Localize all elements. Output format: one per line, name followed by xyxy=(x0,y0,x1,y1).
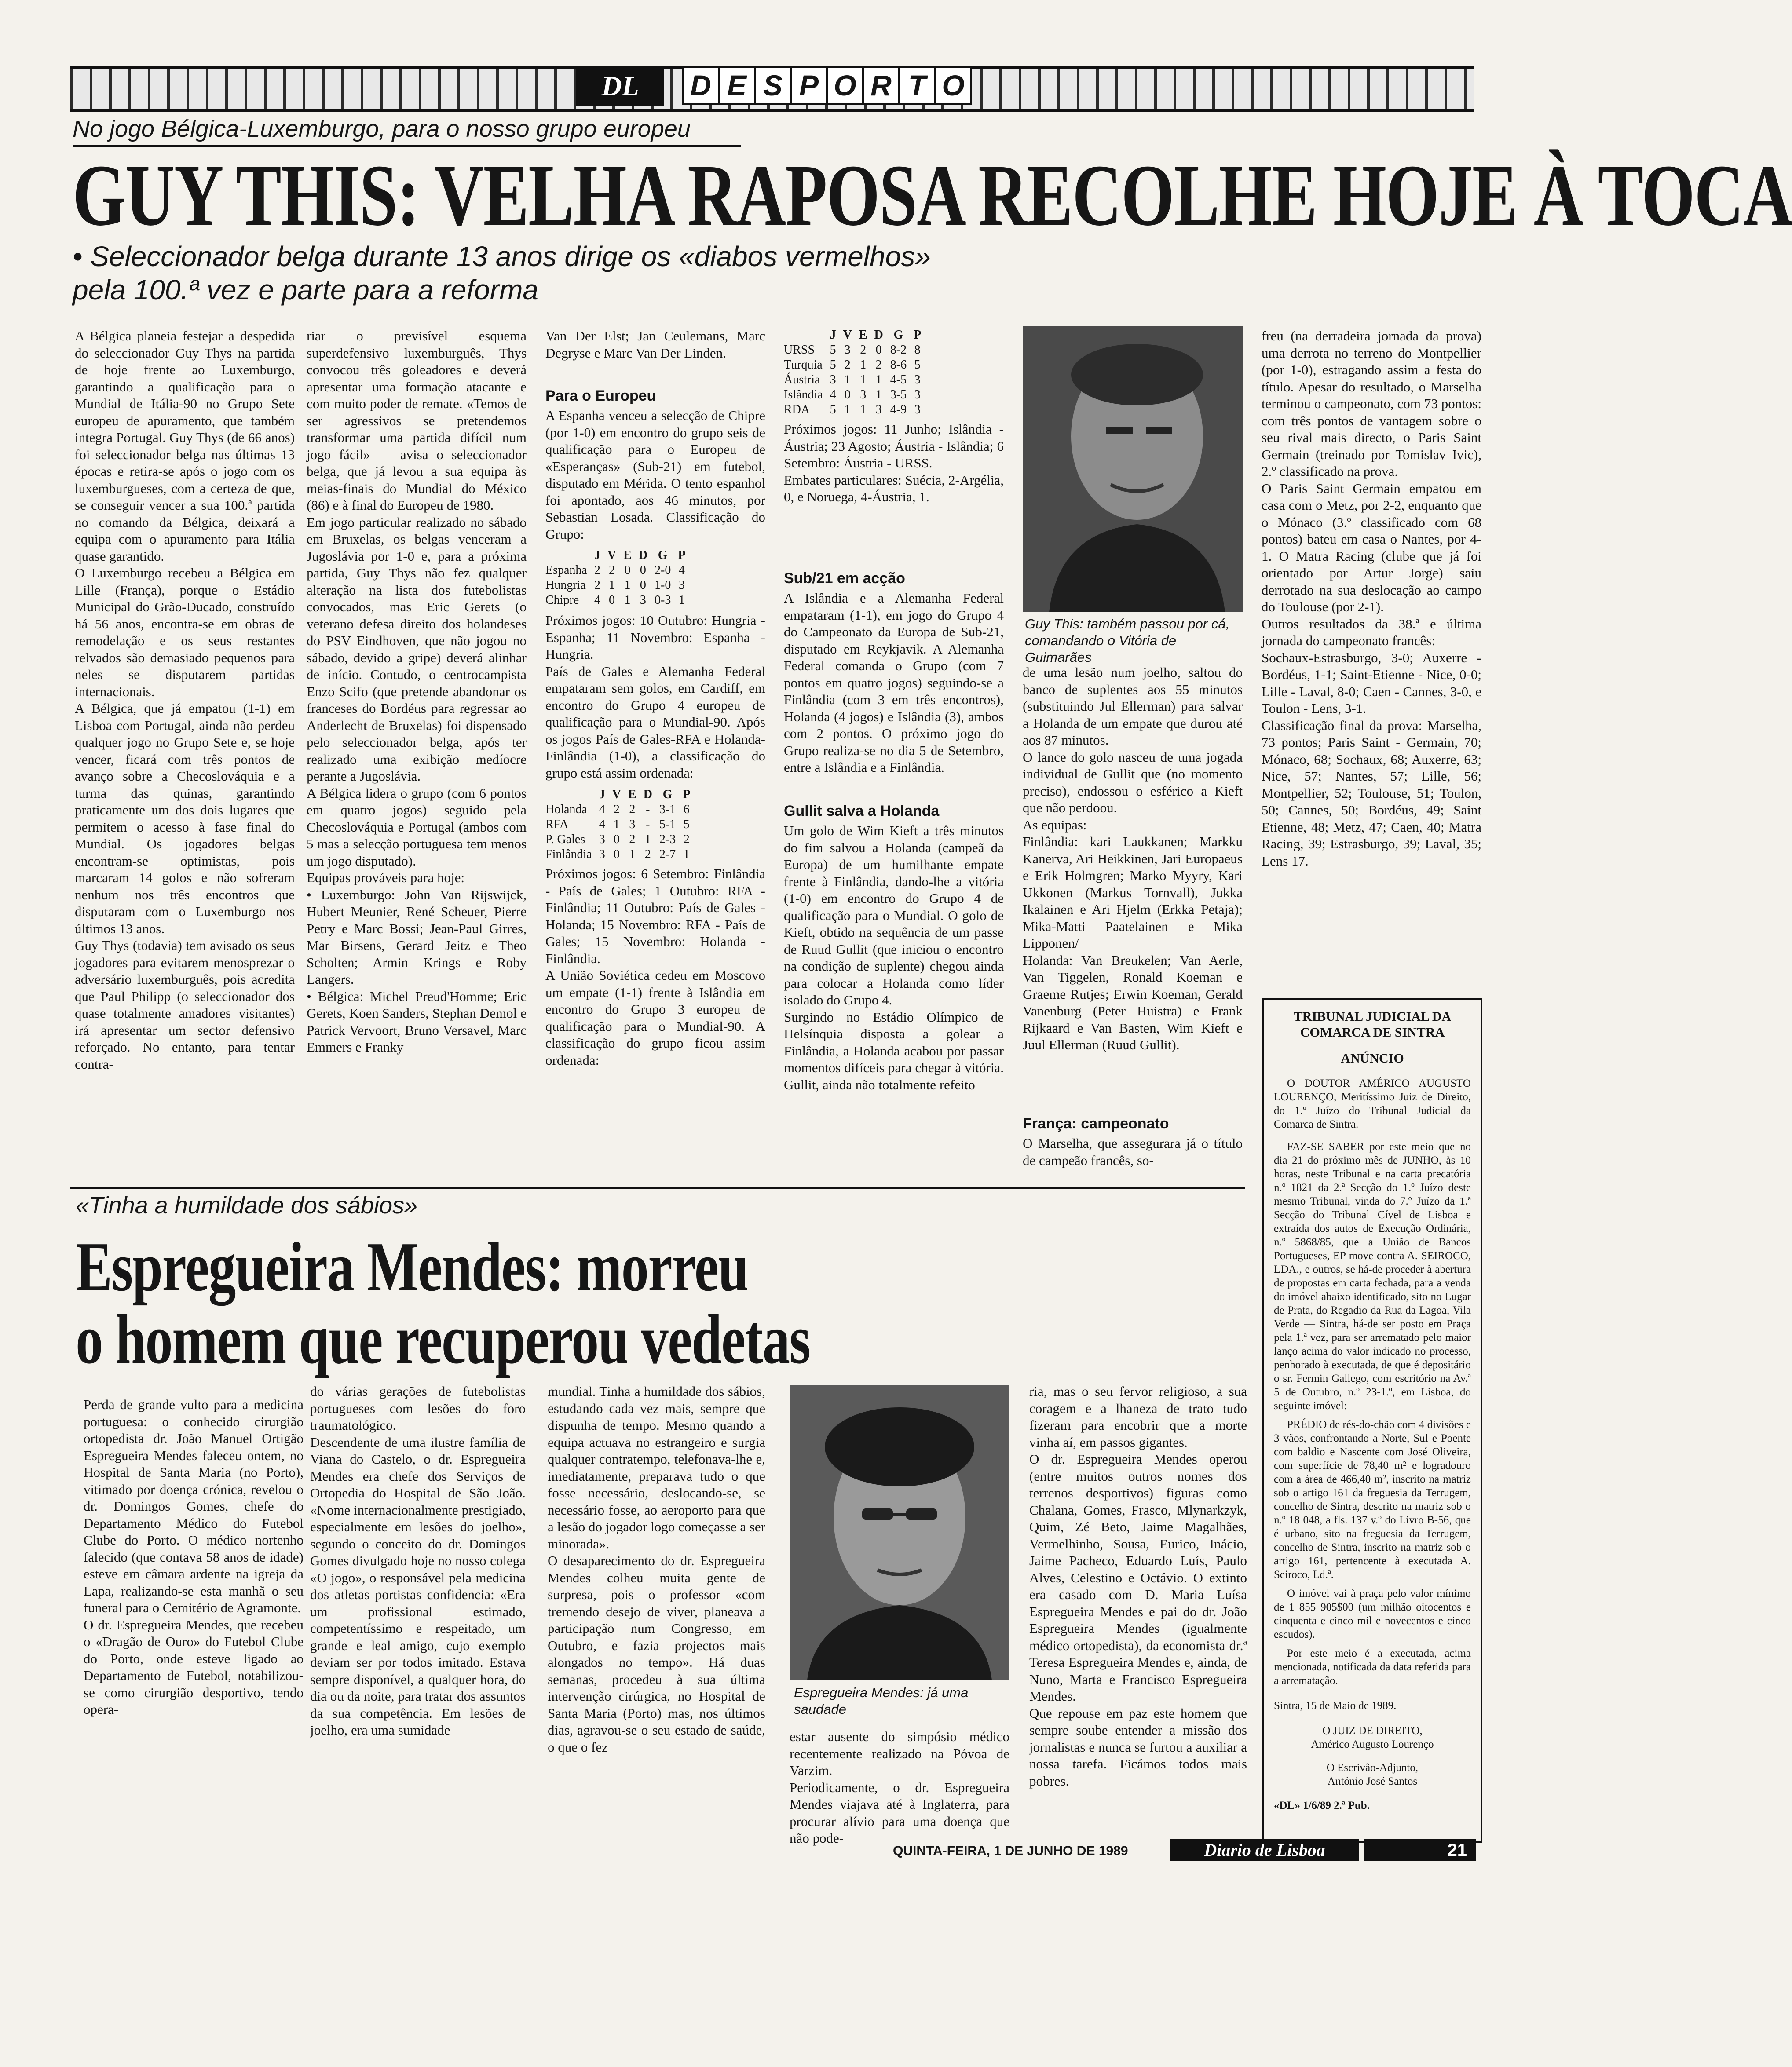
table-cell: 4 xyxy=(599,818,605,831)
table-cell: 0 xyxy=(844,388,851,402)
table-header: D xyxy=(643,788,652,801)
footer-date: QUINTA-FEIRA, 1 DE JUNHO DE 1989 xyxy=(893,1844,1128,1858)
notice-paragraph: Por este meio é a executada, acima mencionada, notificada da data referida para a arrematação. xyxy=(1274,1647,1471,1687)
table-cell: 8-6 xyxy=(890,358,907,372)
section-letter: P xyxy=(790,66,828,105)
table-cell: 1 xyxy=(875,388,882,402)
subhead-sub21: Sub/21 em acção xyxy=(784,570,905,587)
table-cell: 4 xyxy=(599,803,605,816)
table-cell: 0 xyxy=(875,343,882,357)
table-cell: 1 xyxy=(860,403,867,416)
story1-column-2: riar o previsível esquema superdefensivo luxemburguês, Thys convocou três goleadores e deverá apresentar uma formação atacante e com muito poder de remate. «Temos de ser agressivos se pretendemos transformar uma partida difícil num jogo fácil» — avisa o seleccionador belga, que já levou a sua equipa às meias-finais do Mundial do México (86) e à final do Europeu de 1980. Em jogo particular realizado no sábado em Bruxelas, os belgas venceram a Jugoslávia por 1-0 e, para a próxima partida, Guy Thys não fez qualquer alteração na lista dos futebolistas convocados, mas Eric Gerets (o veterano defesa direito dos holandeses do PSV Eindhoven, que não jogou no sábado, devido a gripe) deverá alinhar de início. Contudo, o centrocampista Enzo Scifo (que pretende abandonar os franceses do Bordéus para regressar ao Anderlecht de Bruxelas) foi dispensado pelo seleccionador belga, após ter realizado uma exibição medíocre perante a Jugoslávia. A Bélgica lidera o grupo (com 6 pontos em quatro jogos) seguido pela Checoslováquia e Portugal (ambos com 5 mas a selecção portuguesa tem menos um jogo disputado). Equipas prováveis para hoje: • Luxemburgo: John Van Rijswijck, Hubert Meunier, René Scheuer, Pierre Petry e Marc Bossi; Jean-Paul Girres, Mar Birsens, Gerard Jeitz e Theo Scholten; Armin Krings e Roby Langers. • Bélgica: Michel Preud'Homme; Eric Gerets, Koen Sanders, Stephan Demol e Patrick Vervoort, Bruno Versavel, Marc Emmers e Franky xyxy=(307,328,527,1055)
table-cell: 2 xyxy=(644,847,651,861)
table-header: J xyxy=(599,788,605,801)
table-cell: P. Gales xyxy=(545,833,585,846)
story2-column-5: ria, mas o seu fervor religioso, a sua coragem e a lhaneza de trato tudo fizeram para encobrir que a morte vinha aí, em passos gigantes. O dr. Espregueira Mendes operou (entre muitos outros nomes dos terrenos desportivos) figuras como Chalana, Gomes, Frasco, Mlynarkzyk, Quim, Zé Beto, Jaime Magalhães, Vermelhinho, Sousa, Eurico, Inácio, Jaime Pacheco, Eduardo Luís, Paulo Alves, Celestino e Octávio. O extinto era casado com D. Maria Luísa Espregueira Mendes e pai do dr. João Espregueira Mendes (igualmente médico ortopedista), da economista dr.ª Teresa Espregueira Mendes e, ainda, de Nuno, Marta e Francisco Espregueira Mendes. Que repouse em paz este homem que sempre soube entender a missão dos jornalistas e nunca se furtou a auxiliar a nossa tarefa. Ficámos todos mais pobres. xyxy=(1029,1384,1247,1789)
table-header: P xyxy=(914,328,922,342)
table-header: V xyxy=(607,548,617,562)
story1-headline: GUY THIS: VELHA RAPOSA RECOLHE HOJE À TOCA xyxy=(73,147,1792,244)
table-cell: 3 xyxy=(599,833,605,846)
section-letter: S xyxy=(754,66,792,105)
table-cell: 0 xyxy=(613,833,620,846)
notice-clerk-title: O Escrivão-Adjunto, xyxy=(1326,1762,1419,1774)
table-header: E xyxy=(623,548,632,562)
table-row xyxy=(784,402,925,417)
table-cell: 4 xyxy=(830,388,836,402)
table-header: J xyxy=(594,548,600,562)
table-cell: Turquia xyxy=(784,358,823,372)
table-header: V xyxy=(612,788,621,801)
table-cell: 8-2 xyxy=(890,343,907,357)
table-cell: 3-1 xyxy=(659,803,676,816)
section-title xyxy=(682,66,970,106)
table-cell: 1 xyxy=(844,403,851,416)
column-4-sub21-text: A Islândia e a Alemanha Federal empataram (1-1), em jogo do Grupo 4 do Campeonato da Europa de Sub-21, disputado em Reykjavik. A Alemanha Federal comanda o Grupo (com 7 pontos em quatro jogos) seguindo-se a Finlândia (com 3 em três encontros), Holanda (4 jogos) e Islândia (3), ambos com 2 pontos. O próximo jogo do Grupo realiza-se no dia 5 de Setembro, entre a Islândia e a Finlândia. xyxy=(784,590,1004,775)
table-cell: 2 xyxy=(608,563,615,577)
subhead-para-o-europeu: Para o Europeu xyxy=(545,387,656,404)
table-cell: 0 xyxy=(640,578,646,592)
table-header-row xyxy=(784,328,925,343)
table-cell: Hungria xyxy=(545,578,586,592)
table-cell: 0 xyxy=(613,847,620,861)
page-number: 21 xyxy=(1364,1839,1476,1861)
table-cell: 3 xyxy=(914,388,921,402)
table-header: G xyxy=(893,328,903,342)
story2-column-2: do várias gerações de futebolistas portugueses com lesões do foro traumatológico. Descendente de uma ilustre família de Viana do Castelo, o dr. Espregueira Mendes era chefe dos Serviços de Ortopedia do Hospital de São João. «Nome internacionalmente prestigiado, especialmente em lesões do joelho», segundo o conceito do dr. Domingos Gomes divulgado hoje no nosso colega «O jogo», o responsável pela medicina dos atletas portistas confidencia: «Era um profissional estimado, competentíssimo e respeitado, um grande e leal amigo, cujo exemplo deviam ser por todos imitado. Estava sempre disponível, a qualquer hora, do dia ou da noite, para tratar dos assuntos da sua competência. Em lesões de joelho, era uma sumidade xyxy=(310,1384,526,1738)
table-cell: 5 xyxy=(683,818,690,831)
table-cell: 5 xyxy=(914,358,921,372)
section-letter: O xyxy=(826,66,864,105)
table-cell: 3-5 xyxy=(890,388,907,402)
table-cell: - xyxy=(646,818,650,831)
table-cell: 2-3 xyxy=(659,833,676,846)
story1-column-1: A Bélgica planeia festejar a despedida do seleccionador Guy Thys na partida de hoje frente ao Luxemburgo, garantindo a qualificação para o Mundial de Itália-90 no Grupo Sete europeu de apuramento, que também integra Portugal. Guy Thys (de 66 anos) foi seleccionador belga nas últimas 13 épocas e retira-se após o jogo com os luxemburgueses, com a certeza de que, se conseguir vencer a sua 100.ª partida no comando da Bélgica, deixará a equipa com o apuramento para Itália quase garantido. O Luxemburgo recebeu a Bélgica em Lille (França), porque o Estádio Municipal do Grão-Ducado, construído há 56 anos, encontra-se em obras de remodelação e os seus restantes relvados são demasiado pequenos para neles se disputarem partidas internacionais. A Bélgica, que já empatou (1-1) em Lisboa com Portugal, ainda não perdeu qualquer jogo no Grupo Sete e, se hoje vencer, ficará com três pontos de avanço sobre a Checoslováquia e a turma das quinas, garantindo praticamente um dos dois lugares que permitem o acesso à fase final do Mundial. Os jogadores belgas encontram-se optimistas, pois marcaram 14 golos e não sofreram nenhum nos três encontros que disputaram com o Luxemburgo nos últimos 13 anos. Guy Thys (todavia) tem avisado os seus jogadores para evitarem menosprezar o adversário luxemburguês, pois acredita que Paul Philipp (o seleccionador dos quase totalmente amadores visitantes) irá apresentar um sector defensivo reforçado. No entanto, para tentar contra- xyxy=(75,328,295,1072)
table-cell: 2 xyxy=(629,803,636,816)
table-cell: - xyxy=(646,803,650,816)
portrait-illustration xyxy=(790,1385,1009,1680)
table-header: D xyxy=(874,328,883,342)
table-cell: 2 xyxy=(844,358,851,372)
column-3-intro: Van Der Elst; Jan Ceulemans, Marc Degryse e Marc Van Der Linden. xyxy=(545,328,765,361)
table-header: V xyxy=(843,328,852,342)
table-cell: 2-7 xyxy=(659,847,676,861)
table-cell: 1 xyxy=(613,818,620,831)
story2-headline-line1: Espregueira Mendes: morreu xyxy=(76,1227,748,1306)
table-row xyxy=(784,387,925,402)
table-cell: URSS xyxy=(784,343,815,357)
notice-paragraph: O DOUTOR AMÉRICO AUGUSTO LOURENÇO, Meritíssimo Juiz de Direito, do 1.º Juízo do Tribunal Judicial da Comarca de Sintra. xyxy=(1274,1077,1471,1130)
table-cell: RDA xyxy=(784,403,810,416)
table-cell: 2 xyxy=(875,358,882,372)
table-cell: 2 xyxy=(594,578,600,592)
table-cell: 3 xyxy=(914,373,921,387)
table-cell: 5 xyxy=(830,403,836,416)
story2-column-3: mundial. Tinha a humildade dos sábios, estudando cada vez mais, sempre que dispunha de tempo. Mesmo quando a equipa actuava no estrangeiro e surgia qualquer contratempo, telefonava-lhe e, imediatamente, preparava tudo o que fosse necessário, deslocando-se, se necessário fosse, ao aeroporto para que a lesão do jogador logo começasse a ser minorada». O desaparecimento do dr. Espregueira Mendes colheu muita gente de surpresa, pois o professor «com tremendo desejo de viver, planeava a participação num Congresso, em Outubro, e fazia projectos mais alongados no tempo». Há duas semanas, procedeu à sua última intervenção cirúrgica, no Hospital de Santa Maria (Porto) mas, nos últimos dias, agravou-se o seu estado de saúde, o que o fez xyxy=(548,1384,765,1755)
table-group3 xyxy=(784,328,925,417)
table-cell: 4 xyxy=(594,593,600,607)
column-5-franca-text: O Marselha, que assegurara já o título de campeão francês, so- xyxy=(1023,1136,1243,1168)
table-cell: 2 xyxy=(594,563,600,577)
table-cell: 2-0 xyxy=(655,563,671,577)
table-header: E xyxy=(628,788,636,801)
story1-column-3 xyxy=(545,328,765,1170)
column-5-text: de uma lesão num joelho, saltou do banco de suplentes aos 55 minutos (substituindo Jul Ellerman) para salvar a Holanda de um empate que durou até aos 87 minutos. O lance do golo nasceu de uma jogada individual de Gullit que (no momento preciso), endossou o esférico a Kieft que não perdoou. As equipas: Finlândia: kari Laukkanen; Markku Kanerva, Ari Heikkinen, Jari Europaeus e Erik Holmgren; Marko Myyry, Kari Ukkonen (Markus Tornvall), Jukka Ikalainen e Ari Hjelm (Erkka Petaja); Mika-Matti Paatelainen e Mika Lipponen/ Holanda: Van Breukelen; Van Aerle, Van Tiggelen, Ronald Koeman e Graeme Rutjes; Erwin Koeman, Gerald Vanenburg (Peter Huistra) e Frank Rijkaard e Van Basten, Wim Kieft e Juul Ellerman (Ruud Gullit). xyxy=(1023,665,1243,1052)
table-cell: 3 xyxy=(844,343,851,357)
table-cell: 3 xyxy=(629,818,636,831)
column-3-group4-text: Próximos jogos: 10 Outubro: Hungria - Espanha; 11 Novembro: Espanha - Hungria. País de Gales e Alemanha Federal empataram sem golos, em Cardiff, em encontro do Grupo 4 europeu de qualificação para o Mundial-90. Após os jogos País de Gales-RFA e Holanda-Finlândia (1-0), a classificação do grupo está assim ordenada: xyxy=(545,613,765,781)
table-cell: 8 xyxy=(914,343,921,357)
notice-paragraph: PRÉDIO de rés-do-chão com 4 divisões e 3 vãos, confrontando a Norte, Sul e Poente com baldio e Nascente com José Oliveira, com superfície de 78,40 m² e logradouro com a área de 466,40 m², inscrito na matriz sob o artigo 161 da freguesia da Terrugem, concelho de Sintra, descrito na matriz sob o n.º 18 048, a fls. 137 v.º do Livro B-56, que é urbano, sito na freguesia da Terrugem, concelho de Sintra, inscrito na matriz sob o artigo 161, pertencente à executada A. Seiroco, Ld.ª. xyxy=(1274,1419,1471,1581)
table-cell: 3 xyxy=(640,593,646,607)
table-cell: 2 xyxy=(613,803,620,816)
table-cell: 1 xyxy=(678,593,685,607)
table-cell: 3 xyxy=(599,847,605,861)
table-cell: Finlândia xyxy=(545,847,592,861)
table-cell: 1 xyxy=(629,847,636,861)
newspaper-logo: DL xyxy=(576,66,664,106)
table-header: G xyxy=(658,548,668,562)
section-letter: D xyxy=(682,66,720,105)
table-row xyxy=(545,563,689,578)
table-cell: 1 xyxy=(860,358,867,372)
table-cell: Holanda xyxy=(545,803,587,816)
table-cell: 1 xyxy=(644,833,651,846)
table-row xyxy=(545,578,689,593)
table-cell: 0 xyxy=(624,563,631,577)
table-header: P xyxy=(683,788,691,801)
table-cell: 1 xyxy=(860,373,867,387)
table-cell: 3 xyxy=(860,388,867,402)
table-row xyxy=(545,593,689,608)
table-cell: 3 xyxy=(830,373,836,387)
table-row xyxy=(545,832,694,847)
table-header-row xyxy=(545,787,694,802)
table-row xyxy=(784,372,925,387)
notice-judge-name: Américo Augusto Lourenço xyxy=(1311,1738,1434,1750)
column-3-spain-text: A Espanha venceu a selecção de Chipre (por 1-0) em encontro do grupo seis de qualificação para o Europeu de «Esperanças» (Sub-21) em futebol, disputado em Mérida. O tento espanhol foi apontado, aos 46 minutos, por Sebastian Losada. Classificação do Grupo: xyxy=(545,408,765,542)
notice-date: Sintra, 15 de Maio de 1989. xyxy=(1274,1700,1397,1712)
table-cell: Chipre xyxy=(545,593,579,607)
table-cell: RFA xyxy=(545,818,569,831)
table-cell: 0 xyxy=(640,563,646,577)
column-3-group3-text: Próximos jogos: 6 Setembro: Finlândia - País de Gales; 1 Outubro: RFA - Finlândia; 11 Outubro: País de Gales - Holanda; 15 Novembro: RFA - País de Gales; 15 Novembro: Holanda - Finlândia. A União Soviética cedeu em Moscovo um empate (1-1) frente à Islândia em encontro do Grupo 3 europeu de qualificação para o Mundial-90. A classificação do grupo ficou assim ordenada: xyxy=(545,866,765,1068)
notice-title: TRIBUNAL JUDICIAL DA COMARCA DE SINTRA xyxy=(1293,1009,1452,1040)
table-cell: 2 xyxy=(629,833,636,846)
table-header: D xyxy=(638,548,648,562)
subhead-franca: França: campeonato xyxy=(1023,1115,1169,1132)
story1-kicker: No jogo Bélgica-Luxemburgo, para o nosso grupo europeu xyxy=(73,116,691,142)
story2-kicker: «Tinha a humildade dos sábios» xyxy=(76,1192,418,1219)
portrait-illustration xyxy=(1023,326,1243,612)
table-header xyxy=(545,787,596,802)
story-divider xyxy=(70,1187,1245,1189)
table-header xyxy=(784,328,827,343)
table-group4 xyxy=(545,787,694,862)
photo-caption-espregueira: Espregueira Mendes: já uma saudade xyxy=(794,1685,969,1717)
table-cell: 0-3 xyxy=(655,593,671,607)
story2-headline-line2: o homem que recuperou vedetas xyxy=(76,1300,810,1378)
photo-caption-guy-thys: Guy This: também passou por cá, comandando o Vitória de Guimarães xyxy=(1025,616,1230,665)
table-row xyxy=(545,817,694,832)
subhead-gullit: Gullit salva a Holanda xyxy=(784,803,940,819)
section-letter: O xyxy=(934,66,972,105)
table-cell: 2 xyxy=(860,343,867,357)
column-4-gullit-text: Um golo de Wim Kieft a três minutos do fim salvou a Holanda (campeã da Europa) de um humilhante empate frente à Finlândia, dando-lhe a vitória (1-0) em encontro do Grupo 4 de qualificação para o Mundial. O golo de Kieft, obtido na sequência de um passe de Ruud Gullit (que iniciou o encontro na condição de suplente) chegou ainda para colocar a Holanda como líder isolado do Grupo 4. Surgindo no Estádio Olímpico de Helsínquia disposta a golear a Finlândia, a Holanda acabou por passar momentos difíceis para chegar à vitória. Gullit, ainda não totalmente refeito xyxy=(784,823,1004,1092)
table-header: P xyxy=(678,548,686,562)
photo-guy-thys xyxy=(1023,326,1243,612)
table-cell: 5-1 xyxy=(659,818,676,831)
table-cell: 1 xyxy=(683,847,690,861)
table-cell: 1 xyxy=(844,373,851,387)
table-cell: 3 xyxy=(678,578,685,592)
notice-paragraph: FAZ-SE SABER por este meio que no dia 21 do próximo mês de JUNHO, às 10 horas, neste Tribunal e na carta precatória n.º 1821 da 2.ª Secção do 1.º Juízo deste mesmo Tribunal, vinda do 7.º Juízo da 1.ª Secção do Tribunal Cível de Lisboa e extraída dos autos de Execução Ordinária, n.º 5868/85, que a União de Bancos Portugueses, EP move contra A. SEIROCO, LDA., e outros, se há-de proceder à abertura de propostas em carta fechada, para a venda do imóvel abaixo identificado, sito no Lugar de Prata, do Regadio da Rua da Lagoa, Vila Verde — Sintra, há-de ser posto em Praça pela 1.ª vez, para ser arrematado pelo maior lanço acima do valor indicado no processo, penhorado à executada, de que é depositário o sr. Fermin Gallego, com escritório na Av.ª 5 de Outubro, n.º 23-1.º, em Lisboa, do seguinte imóvel: xyxy=(1274,1141,1471,1412)
table-row xyxy=(784,358,925,372)
notice-paragraph: O imóvel vai à praça pelo valor mínimo de 1 855 905$00 (um milhão oitocentos e cinquenta e cinco mil e novecentos e cinco escudos). xyxy=(1274,1588,1471,1640)
table-cell: 5 xyxy=(830,343,836,357)
table-cell: Islândia xyxy=(784,388,823,402)
table-cell: 3 xyxy=(875,403,882,416)
table-header xyxy=(545,548,591,563)
table-cell: 1 xyxy=(624,578,631,592)
table-cell: 2 xyxy=(683,833,690,846)
table-cell: 5 xyxy=(830,358,836,372)
table-header: J xyxy=(830,328,836,342)
table-cell: 1-0 xyxy=(655,578,671,592)
column-4-results-text: Próximos jogos: 11 Junho; Islândia - Áustria; 23 Agosto; Áustria - Islândia; 6 Setembro: Áustria - URSS. Embates particulares: Suécia, 2-Argélia, 0, e Noruega, 4-Áustria, 1. xyxy=(784,421,1004,504)
section-letter: E xyxy=(718,66,756,105)
story2-column-4: estar ausente do simpósio médico recentemente realizado na Póvoa de Varzim. Periodicamente, o dr. Espregueira Mendes viajava até à Inglaterra, para procurar alívio para uma doença que não pode- xyxy=(790,1729,1009,1846)
photo-espregueira-mendes xyxy=(790,1385,1009,1680)
table-cell: 4-5 xyxy=(890,373,907,387)
court-notice-box xyxy=(1262,998,1482,1843)
table-header-row xyxy=(545,548,689,563)
story1-column-5 xyxy=(1023,664,1243,1170)
table-header: G xyxy=(662,788,673,801)
table-cell: 0 xyxy=(608,593,615,607)
table-cell: 4-9 xyxy=(890,403,907,416)
table-header: E xyxy=(859,328,867,342)
section-letter: T xyxy=(898,66,936,105)
notice-reference: «DL» 1/6/89 2.ª Pub. xyxy=(1274,1800,1370,1811)
table-row xyxy=(545,847,694,862)
table-cell: 3 xyxy=(914,403,921,416)
story1-deck: • Seleccionador belga durante 13 anos dirige os «diabos vermelhos» pela 100.ª vez e parte para a reforma xyxy=(73,241,931,306)
table-cell: Espanha xyxy=(545,563,587,577)
table-group6 xyxy=(545,548,689,608)
story2-column-1: Perda de grande vulto para a medicina portuguesa: o conhecido cirurgião ortopedista dr. João Manuel Ortigão Espregueira Mendes faleceu ontem, no Hospital de Santa Maria (no Porto), vitimado por doença crónica, revelou o dr. Domingos Gomes, chefe do Departamento Médico do Futebol Clube do Porto. O médico nortenho falecido (que contava 58 anos de idade) esteve em câmara ardente na igreja da Lapa, realizando-se esta manhã o seu funeral para o Cemitério de Agramonte. O dr. Espregueira Mendes, que recebeu o «Dragão de Ouro» do Futebol Clube do Porto, onde esteve ligado ao Departamento de Futebol, notabilizou-se como cirurgião desportivo, tendo opera- xyxy=(84,1397,304,1717)
table-cell: 1 xyxy=(875,373,882,387)
story1-column-6: freu (na derradeira jornada da prova) uma derrota no terreno do Montpellier (por 1-0), estragando assim a festa do título. Apesar do resultado, o Marselha terminou o campeonato, com 73 pontos: com três pontos de vantagem sobre o seu rival mais directo, o Paris Saint Germain (treinado por Tomislav Ivic), 2.º classificado na prova. O Paris Saint Germain empatou em casa com o Metz, por 2-2, enquanto que o Mónaco (3.º classificado com 68 pontos) bateu em casa o Nantes, por 4-1. O Matra Racing (clube que já foi orientado por Artur Jorge) saiu derrotado na sua deslocação ao campo do Toulouse (por 2-1). Outros resultados da 38.ª e última jornada do campeonato francês: Sochaux-Estrasburgo, 3-0; Auxerre - Bordéus, 1-1; Saint-Etienne - Nice, 0-0; Lille - Laval, 8-0; Caen - Cannes, 3-0, e Toulon - Lens, 3-1. Classificação final da prova: Marselha, 73 pontos; Paris Saint - Germain, 70; Mónaco, 68; Sochaux, 68; Auxerre, 63; Nice, 57; Nantes, 57; Lille, 56; Montpellier, 52; Toulouse, 51; Toulon, 50; Cannes, 50; Bordéus, 49; Saint Etienne, 48; Metz, 47; Caen, 40; Matra Racing, 39; Estrasburgo, 39; Laval, 35; Lens 17. xyxy=(1262,328,1481,869)
footer-masthead: Diario de Lisboa xyxy=(1170,1839,1359,1861)
table-cell: 1 xyxy=(624,593,631,607)
section-letter: R xyxy=(862,66,900,105)
table-cell: 6 xyxy=(683,803,690,816)
notice-judge-title: O JUIZ DE DIREITO, xyxy=(1322,1725,1423,1737)
table-cell: 1 xyxy=(608,578,615,592)
table-cell: 4 xyxy=(678,563,685,577)
notice-clerk-name: António José Santos xyxy=(1327,1775,1418,1787)
table-cell: Áustria xyxy=(784,373,820,387)
notice-subtitle: ANÚNCIO xyxy=(1341,1051,1404,1066)
story1-column-4 xyxy=(784,328,1004,1170)
table-row xyxy=(784,343,925,358)
table-row xyxy=(545,802,694,817)
